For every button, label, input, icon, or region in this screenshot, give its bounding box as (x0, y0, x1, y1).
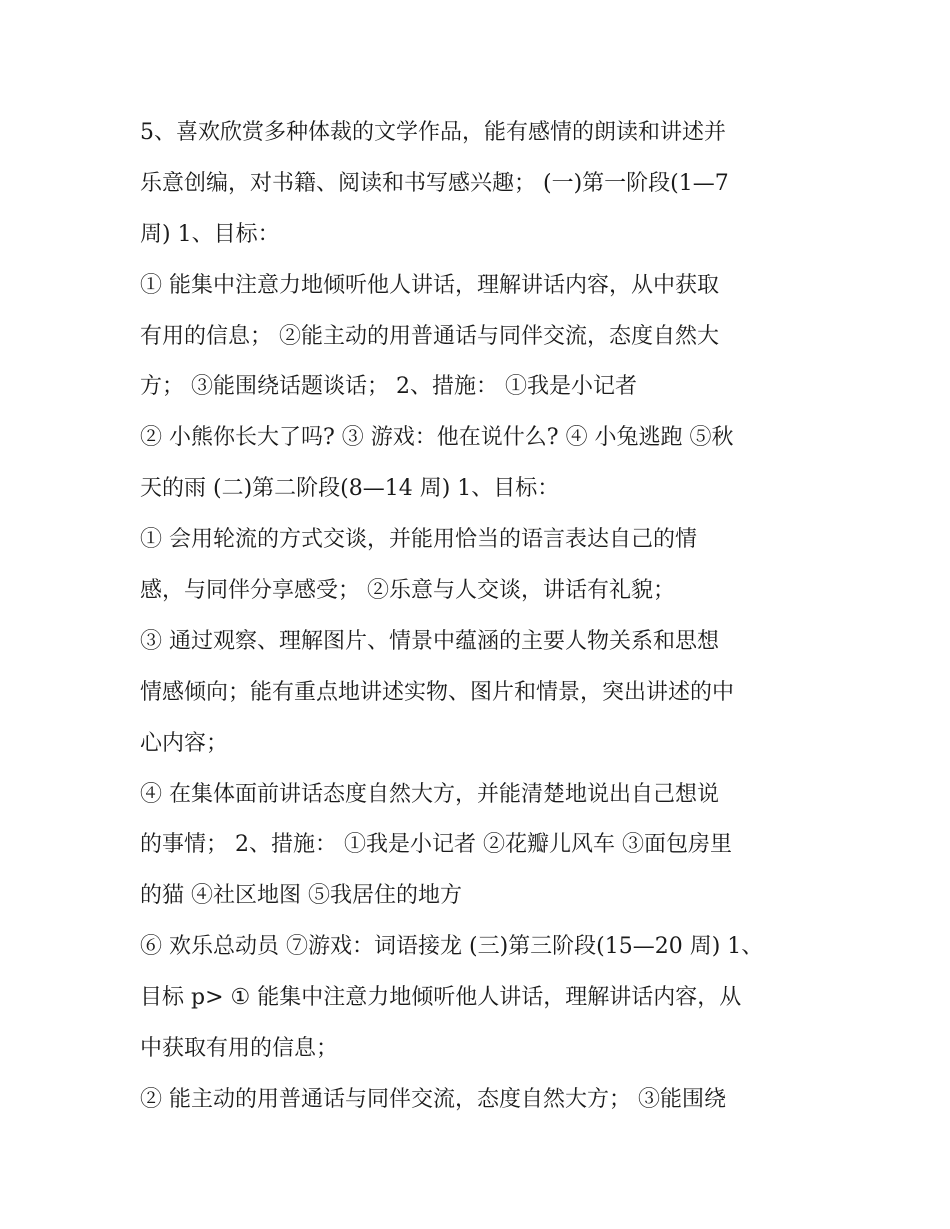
text-line: 周) 1、目标： (140, 221, 280, 247)
text-line: 心内容； (140, 730, 229, 756)
text-line: 中获取有用的信息； (140, 1036, 339, 1062)
text-line: 的猫 ④社区地图 ⑤我居住的地方 (140, 883, 462, 909)
text-line: 目标 p> ① 能集中注意力地倾听他人讲话，理解讲话内容，从 (140, 985, 742, 1011)
text-line: 乐意创编，对书籍、阅读和书写感兴趣； (一)第一阶段(1—7 (140, 170, 729, 196)
text-line: ④ 在集体面前讲话态度自然大方，并能清楚地说出自己想说 (140, 781, 719, 807)
text-line: ① 能集中注意力地倾听他人讲话，理解讲话内容，从中获取 (140, 272, 719, 298)
text-line: 的事情； 2、措施： ①我是小记者 ②花瓣儿风车 ③面包房里 (140, 832, 732, 858)
text-line: ⑥ 欢乐总动员 ⑦游戏：词语接龙 (三)第三阶段(15—20 周) 1、 (140, 934, 764, 960)
text-line: 天的雨 (二)第二阶段(8—14 周) 1、目标： (140, 476, 560, 502)
text-line: 情感倾向；能有重点地讲述实物、图片和情景，突出讲述的中 (140, 679, 735, 705)
text-line: ② 小熊你长大了吗? ③ 游戏：他在说什么? ④ 小兔逃跑 ⑤秋 (140, 425, 734, 451)
text-line: 方； ③能围绕话题谈话； 2、措施： ①我是小记者 (140, 374, 637, 400)
text-line: ② 能主动的用普通话与同伴交流，态度自然大方； ③能围绕 (140, 1086, 726, 1112)
text-line: 有用的信息； ②能主动的用普通话与同伴交流，态度自然大 (140, 323, 719, 349)
text-line: 5、喜欢欣赏多种体裁的文学作品，能有感情的朗读和讲述并 (140, 120, 726, 145)
document-body (140, 108, 820, 1126)
text-line: ③ 通过观察、理解图片、情景中蕴涵的主要人物关系和思想 (140, 628, 719, 654)
text-line: 感，与同伴分享感受； ②乐意与人交谈，讲话有礼貌； (140, 578, 675, 604)
text-line: ① 会用轮流的方式交谈，并能用恰当的语言表达自己的情 (140, 527, 697, 553)
